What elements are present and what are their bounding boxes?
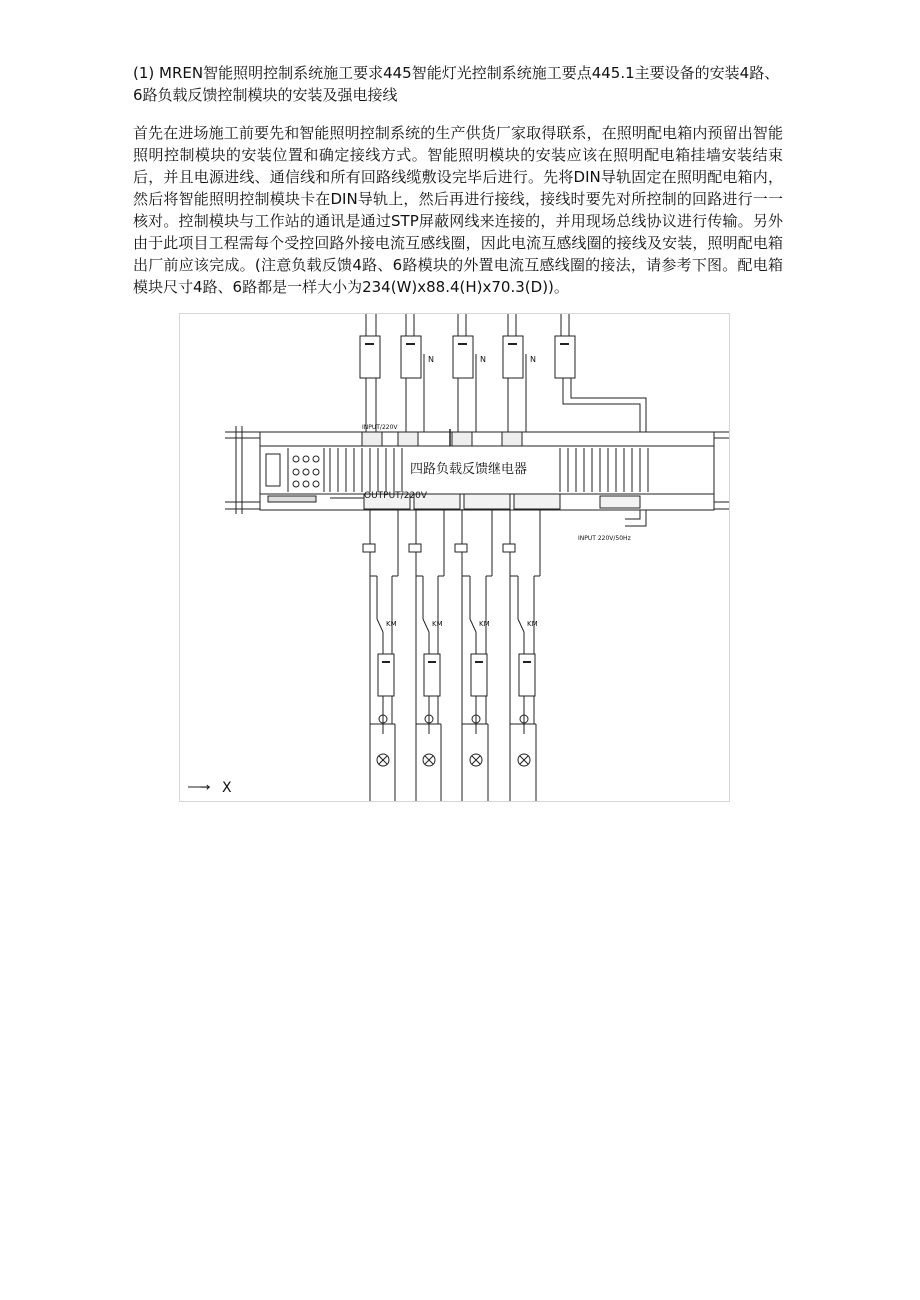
neutral-label-1: N [428,355,434,364]
contactor-label-2: KM [432,620,443,628]
body-paragraph: 首先在进场施工前要先和智能照明控制系统的生产供货厂家取得联系，在照明配电箱内预留出智能照明控制模块的安装位置和确定接线方式。智能照明模块的安装应该在照明配电箱挂墙安装结束后，并且电源进线、通信线和所有回路线缆敷设完毕后进行。先将DIN导轨固定在照明配电箱内，然后将智能照明控制模块卡在DIN导轨上，然后再进行接线，接线时要先对所控制的回路进行一一核对。控制模块与工作站的通讯是通过STP屏蔽网线来连接的，并用现场总线协议进行传输。另外由于此项目工程需每个受控回路外接电流互感线圈，因此电流互感线圈的接线及安装，照明配电箱出厂前应该完成。(注意负载反馈4路、6路模块的外置电流互感线圈的接法，请参考下图。配电箱模块尺寸4路、6路都是一样大小为234(W)x88.4(H)x70.3(D))。 [133,124,783,296]
neutral-label-3: N [530,355,536,364]
contactor-label-1: KM [386,620,397,628]
contactor-label-3: KM [479,620,490,628]
arrow-marker: → [200,780,211,794]
module-title: 四路负载反馈继电器 [410,462,528,477]
section-heading: (1) MREN智能照明控制系统施工要求445智能灯光控制系统施工要点445.1主要设备的安装4路、6路负载反馈控制模块的安装及强电接线 [133,64,780,104]
output-label: OUTPUT/220V [364,491,428,501]
power-input-label: INPUT 220V/50Hz [578,535,631,542]
contactor-label-4: KM [527,620,538,628]
wiring-diagram-figure [179,313,730,802]
neutral-label-2: N [480,355,486,364]
input-top-label: INPUT/220V [362,424,398,431]
output-circuits [363,509,540,801]
wiring-diagram [180,314,729,801]
x-marker: X [222,780,232,796]
